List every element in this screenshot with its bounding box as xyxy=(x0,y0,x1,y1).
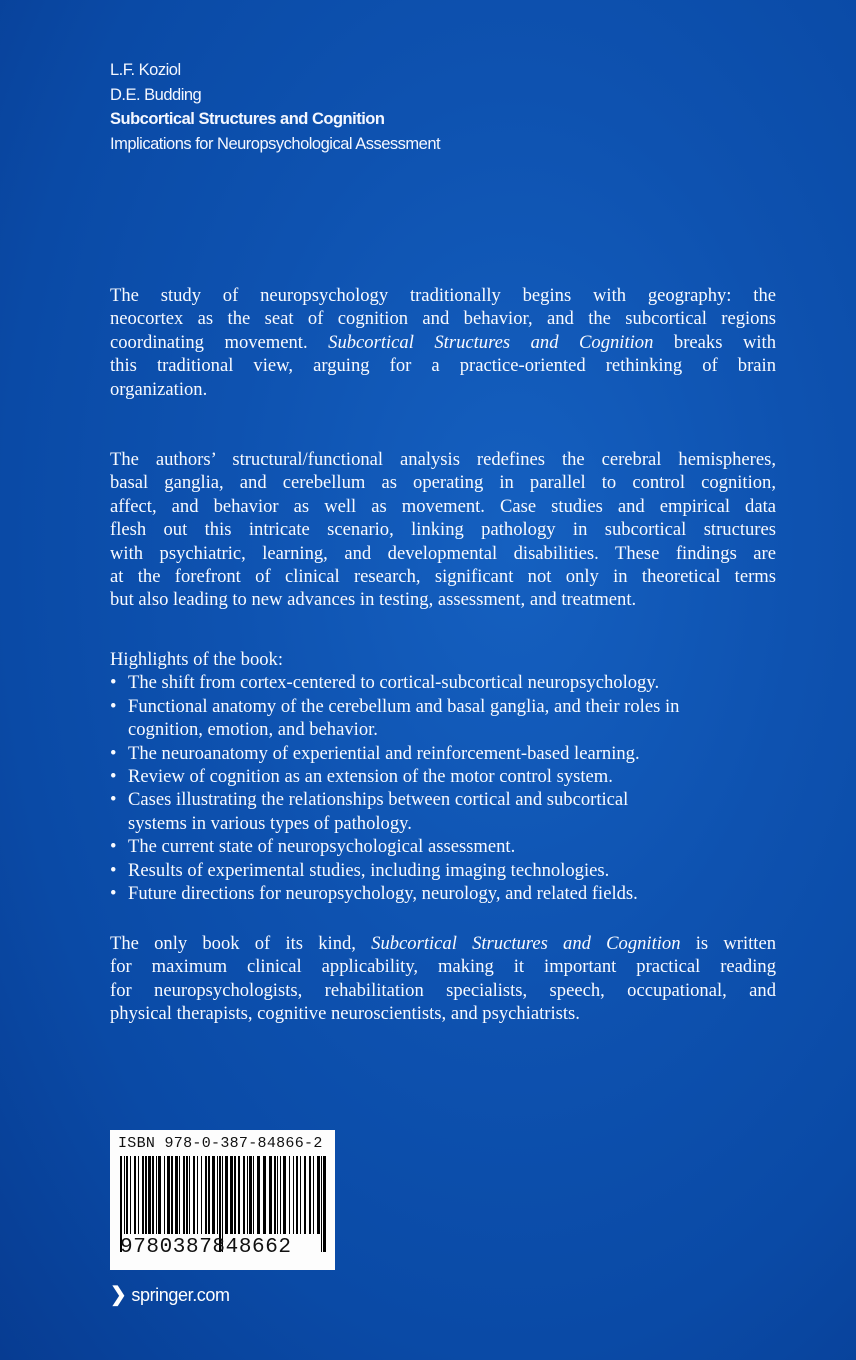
text-line: Future directions for neuropsychology, neurology, and related fields. xyxy=(128,883,638,905)
barcode-bar xyxy=(280,1156,281,1234)
book-title: Subcortical Structures and Cognition xyxy=(110,110,385,129)
barcode-bar xyxy=(323,1156,326,1252)
barcode-bar xyxy=(249,1156,252,1234)
bullet-icon: • xyxy=(110,672,117,694)
barcode-bar xyxy=(269,1156,272,1234)
barcode-bar xyxy=(189,1156,190,1234)
barcode-bar xyxy=(277,1156,278,1234)
barcode-bar xyxy=(124,1156,125,1234)
author-2: D.E. Budding xyxy=(110,85,202,104)
highlight-item xyxy=(110,859,776,882)
highlights-list xyxy=(110,671,776,905)
barcode-bar xyxy=(309,1156,311,1234)
publisher-link[interactable] xyxy=(110,1282,230,1307)
bullet-icon: • xyxy=(110,766,117,788)
barcode-bar xyxy=(138,1156,139,1234)
barcode-bar xyxy=(253,1156,254,1234)
barcode-bar xyxy=(225,1156,228,1234)
barcode-bar xyxy=(257,1156,260,1234)
barcode-bar xyxy=(208,1156,210,1234)
barcode-bar xyxy=(243,1156,245,1234)
barcode-bar xyxy=(263,1156,266,1234)
text-line: this traditional view, arguing for a practice-oriented rethinking of brain xyxy=(110,355,776,377)
text-segment: coordinating movement. xyxy=(110,331,308,353)
highlight-item xyxy=(110,742,776,765)
chevron-right-icon: ❯ xyxy=(110,1284,127,1306)
barcode-bar xyxy=(217,1156,218,1234)
bullet-icon: • xyxy=(110,859,117,881)
text-line: systems in various types of pathology. xyxy=(128,812,412,834)
text-line: cognition, emotion, and behavior. xyxy=(128,719,378,741)
bullet-icon: • xyxy=(110,789,117,811)
barcode-bar xyxy=(321,1156,322,1252)
highlight-item xyxy=(110,695,776,742)
barcode-digits: 9780387848662 xyxy=(120,1236,292,1259)
text-line: Review of cognition as an extension of the motor control system. xyxy=(128,766,613,788)
barcode-bar xyxy=(238,1156,240,1234)
text-line: neocortex as the seat of cognition and behavior, and the subcortical regions xyxy=(110,308,776,330)
barcode-bar xyxy=(234,1156,236,1234)
text-line: for neuropsychologists, rehabilitation specialists, speech, occupational, and xyxy=(110,979,776,1001)
text-line: Results of experimental studies, including imaging technologies. xyxy=(128,859,610,881)
bullet-icon: • xyxy=(110,695,117,717)
barcode-bar xyxy=(274,1156,276,1234)
barcode-bar xyxy=(175,1156,178,1234)
text-segment: The only book of its kind, xyxy=(110,933,356,954)
barcode-bar xyxy=(193,1156,195,1234)
barcode-bar xyxy=(134,1156,136,1234)
text-line: flesh out this intricate scenario, linking pathology in subcortical structures xyxy=(110,519,776,541)
barcode-bar xyxy=(283,1156,286,1234)
text-line: The shift from cortex-centered to cortical-subcortical neuropsychology. xyxy=(128,672,660,694)
highlight-item xyxy=(110,835,776,858)
highlight-item xyxy=(110,671,776,694)
barcode-bar xyxy=(317,1156,320,1234)
highlight-item xyxy=(110,882,776,905)
analysis-paragraph xyxy=(110,448,776,612)
bullet-icon: • xyxy=(110,836,117,858)
barcode-bar xyxy=(247,1156,248,1234)
text-segment: is written xyxy=(695,933,777,954)
highlights-heading: Highlights of the book: xyxy=(110,649,284,670)
text-line: basal ganglia, and cerebellum as operating in parallel to control cognition, xyxy=(110,472,776,494)
text-line xyxy=(110,932,776,955)
text-line: but also leading to new advances in testing, assessment, and treatment. xyxy=(110,589,637,611)
text-line: Functional anatomy of the cerebellum and basal ganglia, and their roles in xyxy=(128,695,680,717)
intro-paragraph xyxy=(110,284,776,401)
text-line: affect, and behavior as well as movement. Case studies and empirical data xyxy=(110,495,776,517)
italic-title: Subcortical Structures and Cognition xyxy=(371,933,681,954)
text-line: for maximum clinical applicability, making it important practical reading xyxy=(110,956,776,978)
barcode-bar xyxy=(186,1156,188,1234)
isbn-label: ISBN 978-0-387-84866-2 xyxy=(118,1135,323,1152)
barcode-bar xyxy=(296,1156,298,1234)
barcode-bar xyxy=(164,1156,165,1234)
barcode-bar xyxy=(304,1156,306,1234)
author-1: L.F. Koziol xyxy=(110,61,181,79)
highlight-item xyxy=(110,765,776,788)
bullet-icon: • xyxy=(110,742,117,764)
text-line: organization. xyxy=(110,378,208,400)
barcode-bar xyxy=(171,1156,173,1234)
text-line: The study of neuropsychology traditionally begins with geography: the xyxy=(110,285,776,306)
italic-title: Subcortical Structures and Cognition xyxy=(328,331,654,353)
closing-paragraph xyxy=(110,932,776,1026)
barcode-bar xyxy=(156,1156,157,1234)
barcode-bar xyxy=(152,1156,154,1234)
barcode-bar xyxy=(126,1156,128,1234)
barcode-bar xyxy=(205,1156,207,1234)
barcode-bar xyxy=(313,1156,314,1234)
cover-header xyxy=(110,58,440,157)
barcode-bar xyxy=(158,1156,161,1234)
text-line: The current state of neuropsychological assessment. xyxy=(128,836,516,858)
barcode-bar xyxy=(201,1156,202,1234)
text-line: The neuroanatomy of experiential and reinforcement-based learning. xyxy=(128,742,640,764)
barcode-bar xyxy=(289,1156,290,1234)
text-line: with psychiatric, learning, and developmental disabilities. These findings are xyxy=(110,542,776,564)
text-segment: breaks with xyxy=(673,331,777,353)
isbn-barcode-box xyxy=(110,1130,335,1270)
barcode-bar xyxy=(167,1156,170,1234)
text-line: The authors’ structural/functional analysis redefines the cerebral hemispheres, xyxy=(110,449,776,470)
barcode-bar xyxy=(212,1156,215,1234)
barcode-bar xyxy=(230,1156,233,1234)
highlight-item xyxy=(110,788,776,835)
barcode-bar xyxy=(145,1156,147,1234)
barcode-bar xyxy=(148,1156,151,1234)
text-line: Cases illustrating the relationships between cortical and subcortical xyxy=(128,789,629,811)
barcode-bar xyxy=(293,1156,294,1234)
highlights-section xyxy=(110,648,776,905)
text-line: at the forefront of clinical research, significant not only in theoretical terms xyxy=(110,566,776,588)
barcode-bar xyxy=(179,1156,180,1234)
text-line: physical therapists, cognitive neuroscientists, and psychiatrists. xyxy=(110,1003,580,1025)
publisher-url: springer.com xyxy=(131,1285,230,1305)
text-line xyxy=(110,331,776,354)
book-subtitle: Implications for Neuropsychological Assessment xyxy=(110,135,441,154)
barcode-bar xyxy=(197,1156,198,1234)
bullet-icon: • xyxy=(110,883,117,905)
barcode-bar xyxy=(142,1156,144,1234)
barcode-bar xyxy=(300,1156,301,1234)
barcode-bar xyxy=(183,1156,185,1234)
barcode-bar xyxy=(130,1156,131,1234)
